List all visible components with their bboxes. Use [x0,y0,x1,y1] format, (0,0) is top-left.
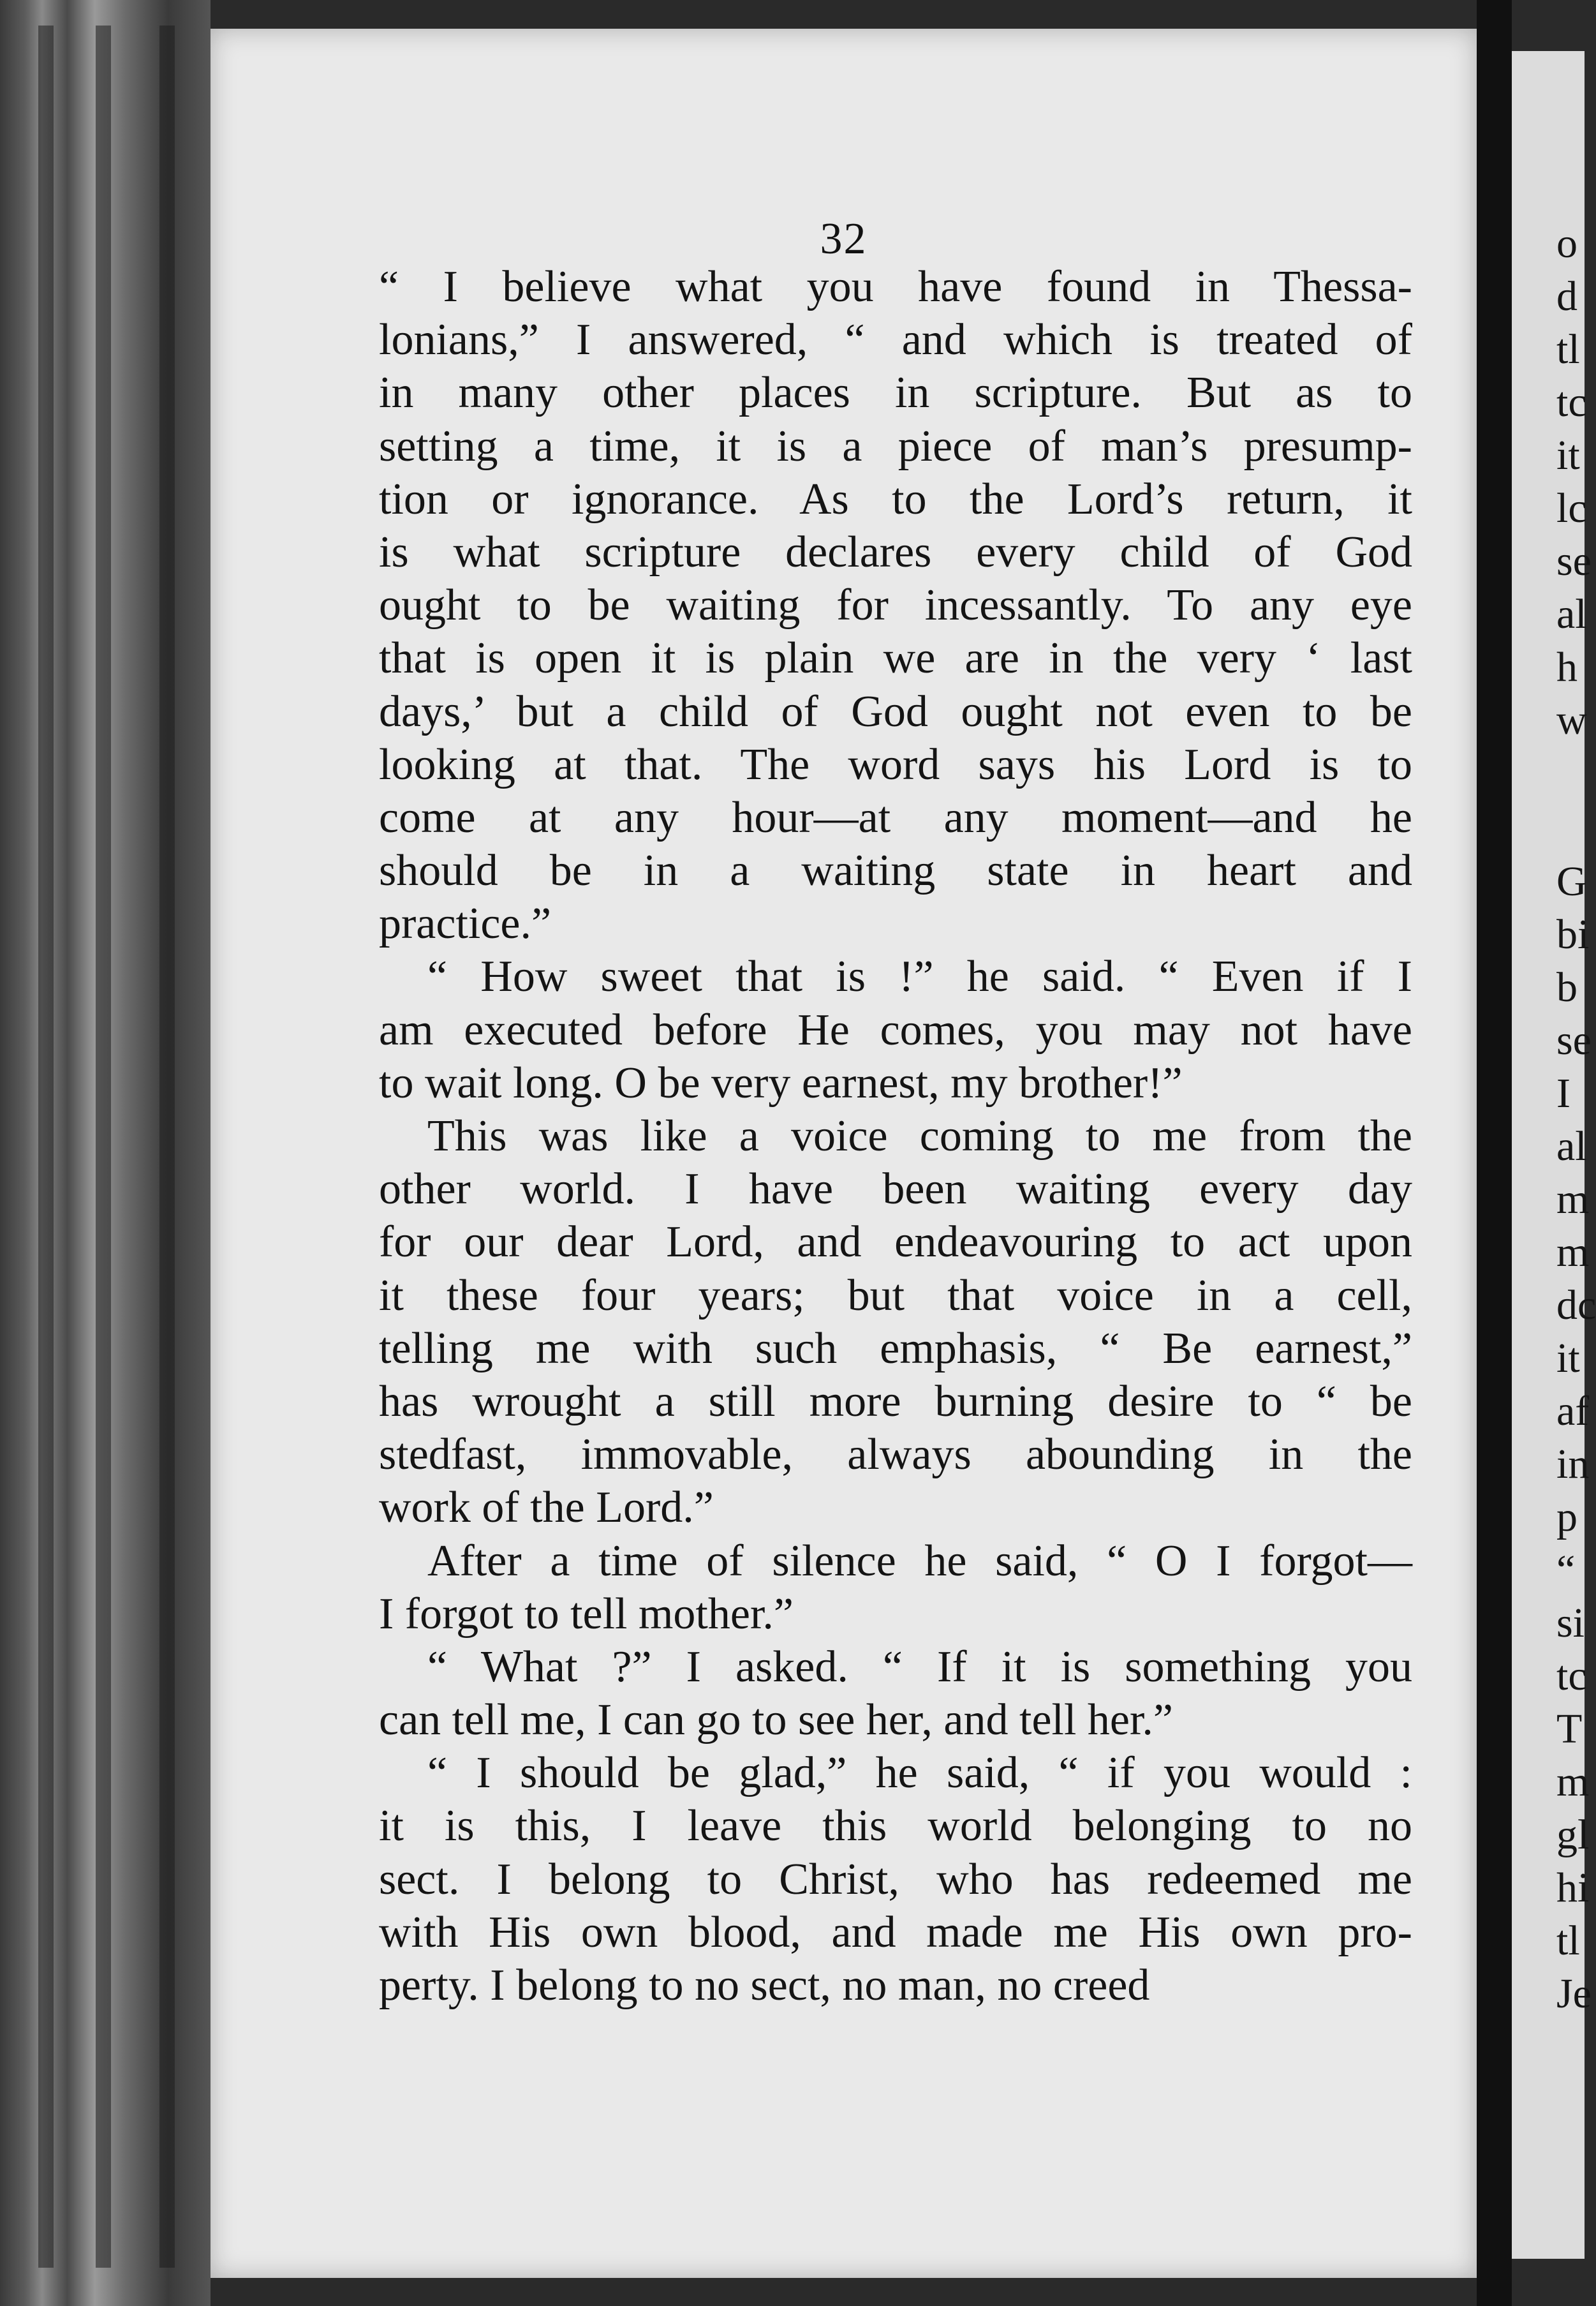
adjacent-page-fragment: o [1556,220,1578,267]
text-line: it these four years; but that voice in a cell, [379,1270,1412,1320]
adjacent-page-fragment: m [1556,1759,1590,1805]
adjacent-page-fragment: m [1556,1229,1590,1276]
text-line: with His own blood, and made me His own pro- [379,1907,1412,1957]
adjacent-page-fragment: d [1556,273,1578,320]
adjacent-page-fragment: tc [1556,1653,1587,1699]
adjacent-page-fragment: T [1556,1706,1583,1752]
adjacent-page-fragment: w [1556,697,1587,743]
text-line: sect. I belong to Christ, who has redeemed me [379,1854,1412,1904]
adjacent-page-fragment: al [1556,591,1587,637]
text-line: days,’ but a child of God ought not even to be [379,687,1412,736]
binding-stripe [96,26,111,2268]
text-line: for our dear Lord, and endeavouring to act upon [379,1217,1412,1267]
adjacent-page-fragment: it [1556,432,1580,479]
text-line: “ I believe what you have found in Thessa- [379,262,1412,311]
text-line: ought to be waiting for incessantly. To any eye [379,581,1412,630]
adjacent-page-fragment: al [1556,1123,1587,1170]
text-line: telling me with such emphasis, “ Be earnest,” [379,1323,1412,1373]
text-line: am executed before He comes, you may not have [379,1005,1412,1055]
binding-stripe [159,26,175,2268]
adjacent-page-fragment: tl [1556,1917,1580,1964]
adjacent-page-fragment: tc [1556,379,1587,426]
adjacent-page-fragment: hi [1556,1864,1590,1911]
adjacent-page-fragment: si [1556,1600,1585,1646]
adjacent-page-fragment: se [1556,1017,1592,1064]
text-line: After a time of silence he said, “ O I forgot— [427,1536,1412,1586]
text-line: tion or ignorance. As to the Lord’s return, it [379,474,1412,524]
text-line: looking at that. The word says his Lord is to [379,740,1412,789]
text-line: “ What ?” I asked. “ If it is something you [427,1642,1412,1692]
text-line: practice.” [379,899,552,949]
page-text [379,260,1412,2012]
adjacent-page-fragment: p [1556,1494,1578,1540]
text-line: setting a time, it is a piece of man’s presump- [379,421,1412,471]
adjacent-page-edge [1512,51,1596,2259]
adjacent-page-fragment: se [1556,538,1592,584]
text-line: I forgot to tell mother.” [379,1589,794,1639]
adjacent-page-fragment: Je [1556,1970,1592,2017]
text-line: it is this, I leave this world belonging to no [379,1801,1412,1851]
text-line: lonians,” I answered, “ and which is treated of [379,315,1412,365]
adjacent-page-fragment: lc [1556,485,1587,532]
text-line: come at any hour—at any moment—and he [379,792,1412,842]
text-line: perty. I belong to no sect, no man, no creed [379,1961,1150,2010]
adjacent-page-fragment: bi [1556,911,1590,958]
text-line: should be in a waiting state in heart and [379,846,1412,896]
adjacent-page-fragment: h [1556,644,1578,690]
adjacent-page-fragment: dc [1556,1282,1596,1328]
adjacent-page-fragment: “ [1556,1547,1576,1593]
page-gutter [1477,0,1512,2306]
page-number: 32 [820,214,868,264]
text-line: This was like a voice coming to me from the [427,1112,1412,1161]
text-line: “ I should be glad,” he said, “ if you would : [427,1748,1412,1798]
binding-stripe [38,26,54,2268]
text-line: in many other places in scripture. But as to [379,368,1412,418]
text-line: that is open it is plain we are in the very ‘ last [379,634,1412,683]
text-line: to wait long. O be very earnest, my brother!” [379,1058,1183,1108]
adjacent-page-fragment: in [1556,1441,1590,1487]
text-line: stedfast, immovable, always abounding in the [379,1430,1412,1480]
text-line: other world. I have been waiting every day [379,1164,1412,1214]
text-line: has wrought a still more burning desire to “ be [379,1376,1412,1426]
adjacent-page-fragment: b [1556,964,1578,1011]
adjacent-page-fragment: tl [1556,326,1580,373]
text-line: “ How sweet that is !” he said. “ Even if I [427,952,1412,1002]
adjacent-page-fragment: I [1556,1070,1570,1117]
text-line: can tell me, I can go to see her, and tell her.” [379,1695,1173,1745]
adjacent-page-fragment: m [1556,1176,1590,1223]
book-binding-edge [0,0,211,2306]
text-line: work of the Lord.” [379,1483,714,1533]
adjacent-page-fragment: it [1556,1335,1580,1381]
adjacent-page-fragment: gl [1556,1811,1590,1858]
text-line: is what scripture declares every child of God [379,527,1412,577]
adjacent-page-fragment: af [1556,1388,1590,1434]
adjacent-page-fragment: G [1556,858,1587,905]
